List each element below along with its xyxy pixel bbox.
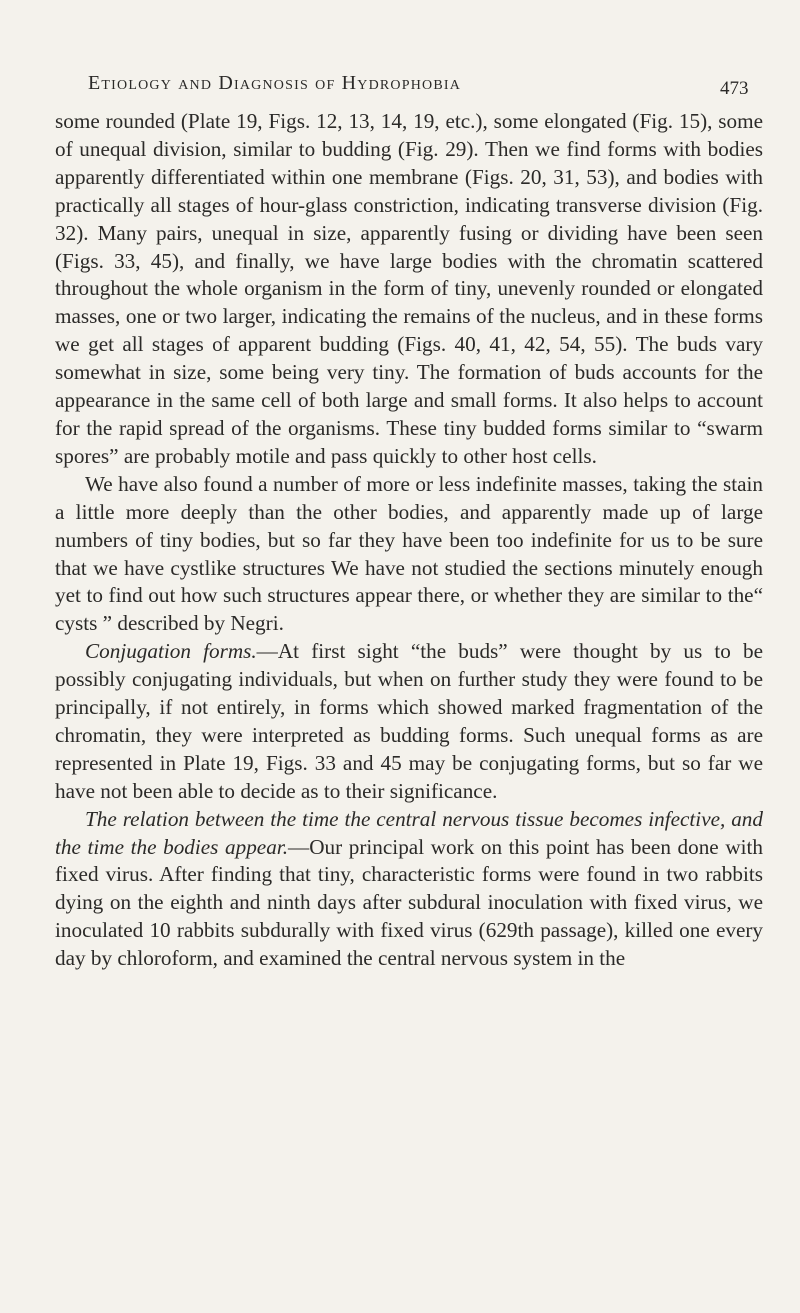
- section-heading-conjugation: Conjugation forms.: [85, 639, 257, 664]
- paragraph-1: some rounded (Plate 19, Figs. 12, 13, 14, 19, etc.), some elongated (Fig. 15), some of unequal division, similar to budding (Fig. 29). Then we find forms with bodies apparently differentiated within one membrane (Figs. 20, 31, 53), and bodies with practically all stages of hour-glass constriction, indicating transverse division (Fig. 32). Many pairs, unequal in size, apparently fusing or dividing have been seen (Figs. 33, 45), and finally, we have large bodies with the chromatin scattered throughout the whole organism in the form of tiny, unevenly rounded or elongated masses, one or two larger, indicating the remains of the nucleus, and in these forms we get all stages of apparent budding (Figs. 40, 41, 42, 54, 55). The buds vary somewhat in size, some being very tiny. The formation of buds accounts for the appearance in the same cell of both large and small forms. It also helps to account for the rapid spread of the organisms. These tiny budded forms similar to “swarm spores” are probably motile and pass quickly to other host cells.: [55, 109, 763, 468]
- section-heading-relation: The relation between the time the central nervous tissue becomes infective, and the time the bodies appear.: [55, 806, 763, 859]
- paragraph-4-text: —Our principal work on this point has been done with fixed virus. After finding that tiny, characteristic forms were found in two rabbits dying on the eighth and ninth days after subdural inoculation with fixed virus, we inoculated 10 rabbits subdurally with fixed virus (629th passage), killed one every day by chloroform, and examined the central nervous system in the: [55, 834, 763, 971]
- paragraph-4: [55, 806, 763, 973]
- paragraph-2: We have also found a number of more or less indefinite masses, taking the stain a little more deeply than the other bodies, and apparently made up of large numbers of tiny bodies, but so far they have been too indefinite for us to be sure that we have cystlike structures We have not studied the sections minutely enough yet to find out how such structures appear there, or whether they are similar to the“ cysts ” described by Negri.: [55, 471, 763, 636]
- paragraph-3: [55, 638, 763, 805]
- body-text: [55, 108, 763, 973]
- paragraph-3-text: —At first sight “the buds” were thought by us to be possibly conjugating individuals, but when on further study they were found to be principally, if not entirely, in forms which showed marked fragmentation of the chromatin, they were interpreted as budding forms. Such unequal forms as are represented in Plate 19, Figs. 33 and 45 may be conjugating forms, but so far we have not been able to decide as to their significance.: [55, 639, 763, 803]
- running-head: Etiology and Diagnosis of Hydrophobia: [88, 72, 462, 94]
- page-number: 473: [720, 78, 749, 99]
